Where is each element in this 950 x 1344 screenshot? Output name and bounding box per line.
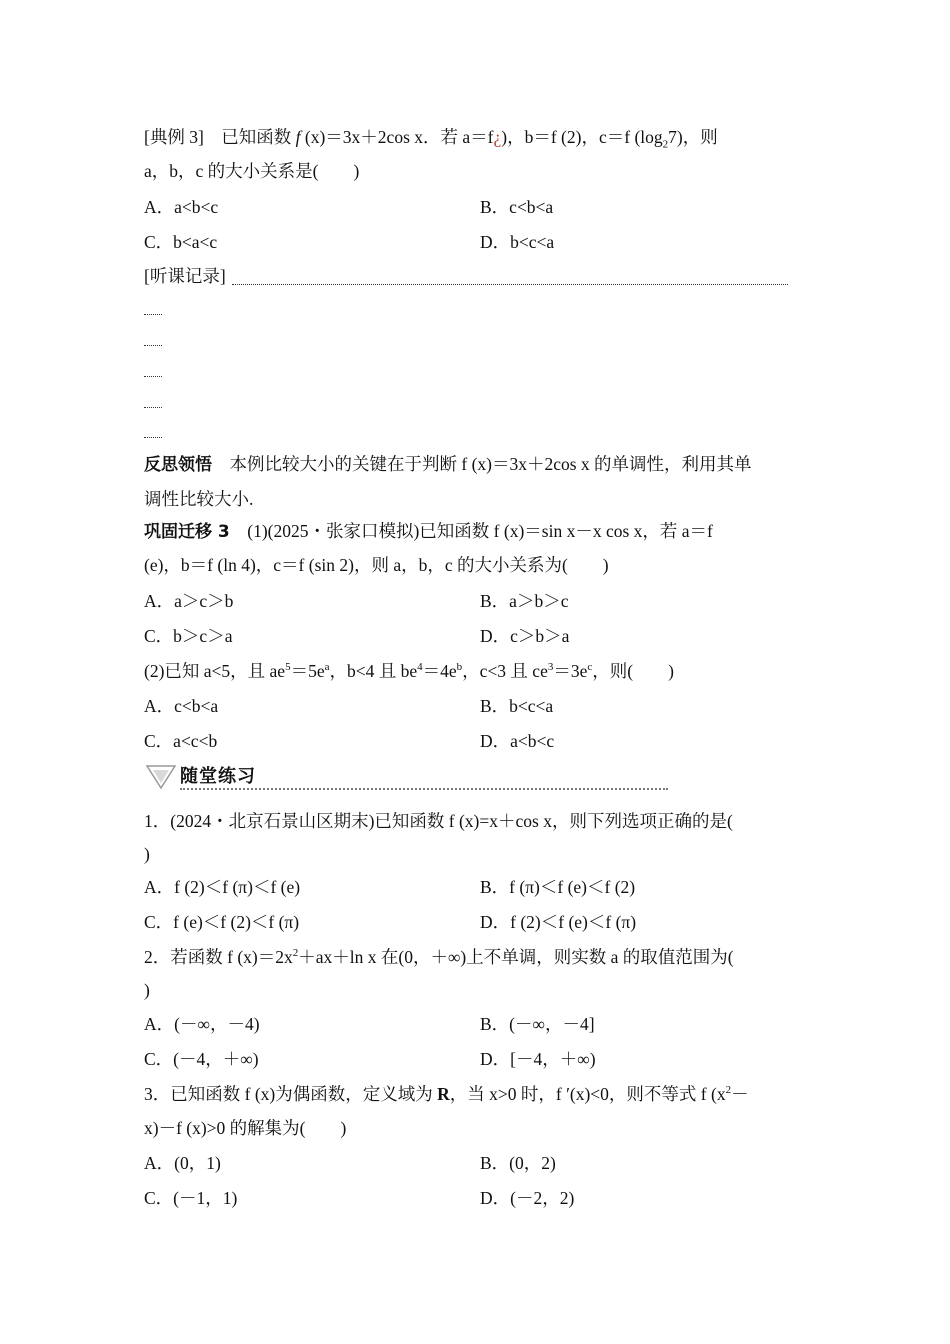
banner-rule — [180, 788, 668, 790]
note-line — [144, 314, 162, 315]
option-a: A．a<b<c — [144, 197, 219, 217]
option-c: C．b<a<c — [144, 232, 218, 252]
option-a: A．c<b<a — [144, 696, 219, 716]
reflection-line2: 调性比较大小. — [144, 489, 254, 509]
option-b: B．(0，2) — [480, 1153, 556, 1173]
note-line — [144, 345, 162, 346]
record-rule — [232, 284, 788, 285]
option-b: B．c<b<a — [480, 197, 554, 217]
transfer-q2: (2)已知 a<5，且 $ae^5=5e^a$，b<4 且 $be^4=4e^b$，c<3 且 $ce^3=3e^c$，则( ) — [144, 661, 674, 681]
option-d: D．b<c<a — [480, 232, 555, 252]
transfer-head: 巩固迁移 3 — [144, 522, 230, 542]
practice-q2-line2: ) — [144, 980, 150, 1000]
option-c: C．a<c<b — [144, 731, 218, 751]
practice-q2-line1: 2．若函数 f $(x)=2x^2+ax+\ln$ x 在(0，＋∞)上不单调，则实数 a 的取值范围为( — [144, 947, 734, 967]
practice-q3-line2: x)－f (x)>0 的解集为( ) — [144, 1118, 347, 1138]
option-d: D．(－2，2) — [480, 1188, 575, 1208]
transfer-line1: 巩固迁移 3 (1)(2025・张家口模拟)已知函数 f (x)＝sin x－x cos x，若 a＝f — [144, 521, 713, 542]
option-a: A．(0，1) — [144, 1153, 221, 1173]
note-line — [144, 376, 162, 377]
option-a: A．(－∞，－4) — [144, 1014, 260, 1034]
example-3-line2: a，b，c 的大小关系是( ) — [144, 161, 360, 181]
garbled-glyph: ¿ — [493, 127, 502, 147]
example-3-line1: [典例 3] 已知函数 f (x)＝3x＋2cos x．若 a＝f¿)，b＝f (2)，c＝f $(\log_27)$，则 — [144, 127, 718, 151]
option-d: D．[－4，＋∞) — [480, 1049, 596, 1069]
reflection-head: 反思领悟 — [144, 455, 212, 475]
option-c: C．f (e)＜f (2)＜f (π) — [144, 912, 300, 932]
option-a: A．a＞c＞b — [144, 591, 234, 611]
option-b: B．a＞b＞c — [480, 591, 569, 611]
example-tag: [典例 3] — [144, 127, 204, 147]
practice-q1-line1: 1．(2024・北京石景山区期末)已知函数 f (x)=x＋cos x，则下列选项正确的是( — [144, 811, 733, 831]
option-b: B．(－∞，－4] — [480, 1014, 595, 1034]
record-label: [听课记录] — [144, 266, 226, 286]
triangle-icon — [144, 762, 178, 792]
practice-q3-line1: 3．已知函数 f (x)为偶函数，定义域为 R，当 x>0 时，f ′(x)<0，则不等式 f ($x^2-$ — [144, 1084, 749, 1104]
practice-title: 随堂练习 — [180, 766, 256, 787]
option-a: A．f (2)＜f (π)＜f (e) — [144, 877, 301, 897]
option-c: C．(－4，＋∞) — [144, 1049, 259, 1069]
practice-banner — [144, 762, 534, 792]
option-c: C．(－1，1) — [144, 1188, 238, 1208]
note-line — [144, 437, 162, 438]
practice-q1-line2: ) — [144, 844, 150, 864]
option-b: B．b<c<a — [480, 696, 554, 716]
reflection-line1: 反思领悟 本例比较大小的关键在于判断 f (x)＝3x＋2cos x 的单调性，利用其单 — [144, 454, 752, 475]
note-line — [144, 407, 162, 408]
option-d: D．c＞b＞a — [480, 626, 570, 646]
transfer-line2: (e)，b＝f (ln 4)，c＝f (sin 2)，则 a，b，c 的大小关系为( ) — [144, 555, 609, 575]
option-b: B．f (π)＜f (e)＜f (2) — [480, 877, 636, 897]
option-d: D．a<b<c — [480, 731, 555, 751]
option-d: D．f (2)＜f (e)＜f (π) — [480, 912, 637, 932]
option-c: C．b＞c＞a — [144, 626, 233, 646]
